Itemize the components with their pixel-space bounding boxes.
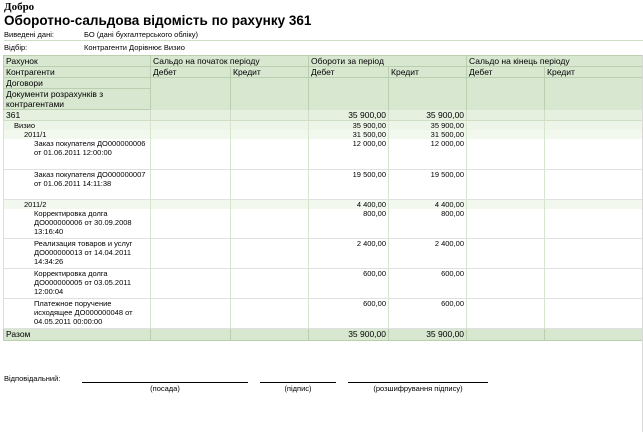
header-counterparties: Контрагенти bbox=[4, 67, 151, 78]
signature-line bbox=[260, 382, 336, 383]
decode-line bbox=[348, 382, 488, 383]
header-closing: Сальдо на кінець періоду bbox=[467, 56, 643, 67]
header-turnover: Обороти за період bbox=[309, 56, 467, 67]
meta-data-row bbox=[4, 30, 198, 39]
meta-filter-label: Відбір: bbox=[4, 43, 28, 52]
row-contract-2: 2011/2 4 400,00 4 400,00 bbox=[4, 199, 643, 209]
meta-data-value: БО (дані бухгалтерського обліку) bbox=[84, 30, 198, 39]
header-row-3 bbox=[4, 78, 643, 89]
signature-label: Відповідальний: bbox=[4, 374, 61, 383]
row-document: Корректировка долга ДО000000005 от 03.05.2011 12:00:04 600,00 600,00 bbox=[4, 269, 643, 299]
total-row bbox=[4, 329, 643, 341]
row-document: Платежное поручение исходящее ДО000000048 от 04.05.2011 00:00:00 600,00 600,00 bbox=[4, 299, 643, 329]
header-turnover-debit: Дебет bbox=[309, 67, 389, 78]
decode-caption: (розшифрування підпису) bbox=[373, 384, 463, 393]
row-contract-1: 2011/1 31 500,00 31 500,00 bbox=[4, 130, 643, 139]
row-document: Заказ покупателя ДО000000006 от 01.06.2011 12:00:00 12 000,00 12 000,00 bbox=[4, 139, 643, 169]
total-turnover-credit: 35 900,00 bbox=[389, 329, 467, 341]
header-row-4 bbox=[4, 89, 643, 110]
position-caption: (посада) bbox=[150, 384, 180, 393]
meta-divider bbox=[4, 40, 643, 41]
header-opening-credit: Кредит bbox=[231, 67, 309, 78]
report-title: Оборотно-сальдова відомість по рахунку 361 bbox=[4, 13, 312, 28]
meta-filter-row bbox=[4, 43, 185, 52]
company-name: Добро bbox=[4, 1, 35, 13]
meta-data-label: Виведені дані: bbox=[4, 30, 54, 39]
header-opening: Сальдо на початок періоду bbox=[151, 56, 309, 67]
row-document: Заказ покупателя ДО000000007 от 01.06.2011 14:11:38 19 500,00 19 500,00 bbox=[4, 169, 643, 199]
header-documents: Документи розрахунків з контрагентами bbox=[4, 89, 151, 110]
header-closing-debit: Дебет bbox=[467, 67, 545, 78]
header-row-1 bbox=[4, 56, 643, 67]
meta-filter-value: Контрагенти Дорівнює Визио bbox=[84, 43, 185, 52]
row-document: Реализация товаров и услуг ДО000000013 от 14.04.2011 14:34:26 2 400,00 2 400,00 bbox=[4, 239, 643, 269]
position-line bbox=[82, 382, 248, 383]
total-turnover-debit: 35 900,00 bbox=[309, 329, 389, 341]
row-account: 361 35 900,00 35 900,00 bbox=[4, 110, 643, 121]
header-opening-debit: Дебет bbox=[151, 67, 231, 78]
header-turnover-credit: Кредит bbox=[389, 67, 467, 78]
header-account: Рахунок bbox=[4, 56, 151, 67]
total-label: Разом bbox=[4, 329, 151, 341]
signature-caption: (підпис) bbox=[284, 384, 312, 393]
row-counterparty: Визио 35 900,00 35 900,00 bbox=[4, 121, 643, 131]
header-row-2 bbox=[4, 67, 643, 78]
header-contracts: Договори bbox=[4, 78, 151, 89]
report-table bbox=[3, 55, 643, 341]
row-document: Корректировка долга ДО000000006 от 30.09.2008 13:16:40 800,00 800,00 bbox=[4, 209, 643, 239]
header-closing-credit: Кредит bbox=[545, 67, 643, 78]
